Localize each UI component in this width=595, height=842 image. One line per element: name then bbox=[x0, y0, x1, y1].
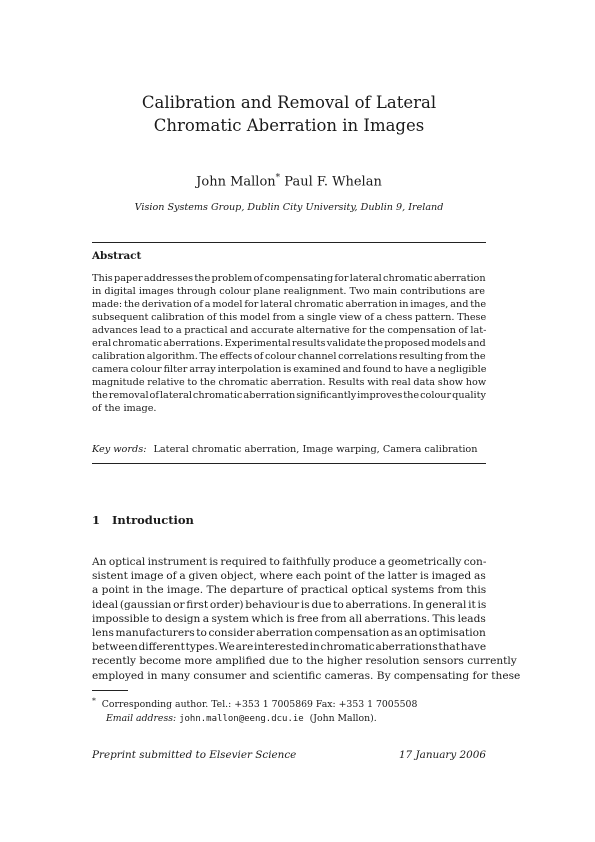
body-line: impossible to design a system which is free from all aberrations. This leads bbox=[92, 612, 486, 625]
email-link[interactable]: john.mallon@eeng.dcu.ie bbox=[179, 714, 304, 725]
abstract-heading: Abstract bbox=[92, 250, 142, 262]
body-line: sistent image of a given object, where each point of the latter is imaged as bbox=[92, 570, 486, 583]
abstract-line: advances lead to a practical and accurate alternative for the compensation of lat- bbox=[92, 324, 487, 336]
section-number: 1 bbox=[92, 513, 101, 527]
body-line: a point in the image. The departure of practical optical systems from this bbox=[92, 584, 487, 597]
affiliation: Vision Systems Group, Dublin City University, Dublin 9, Ireland bbox=[134, 202, 444, 213]
abstract-line: subsequent calibration of this model from a single view of a chess pattern. These bbox=[92, 311, 487, 323]
body-line: ideal (gaussian or first order) behaviour is due to aberrations. In general it is bbox=[92, 598, 487, 611]
author-list bbox=[92, 173, 486, 189]
title-line-1: Calibration and Removal of Lateral bbox=[141, 93, 437, 112]
paper-title bbox=[92, 91, 486, 137]
author-name: Paul F. Whelan bbox=[284, 174, 382, 190]
body-line: between different types. We are interested in chromatic aberrations that have bbox=[92, 641, 487, 654]
body-line: employed in many consumer and scientific cameras. By compensating for these bbox=[92, 669, 521, 682]
footnote-contact: Corresponding author. Tel.: +353 1 7005869 Fax: +353 1 7005508 bbox=[101, 699, 418, 711]
abstract-line: of the image. bbox=[92, 402, 157, 414]
abstract-line: calibration algorithm. The effects of colour channel correlations resulting from the bbox=[92, 350, 486, 362]
keywords-text: Lateral chromatic aberration, Image warping, Camera calibration bbox=[153, 444, 478, 455]
keywords bbox=[92, 444, 486, 455]
abstract-body bbox=[92, 273, 486, 415]
author-name: John Mallon bbox=[196, 174, 276, 190]
footer-date: 17 January 2006 bbox=[398, 749, 486, 761]
abstract-bottom-rule bbox=[92, 463, 486, 464]
section-heading bbox=[92, 513, 194, 527]
abstract-line: This paper addresses the problem of compensating for lateral chromatic aberration bbox=[92, 273, 486, 284]
abstract-line: made: the derivation of a model for lateral chromatic aberration in images, and the bbox=[92, 298, 487, 310]
abstract-line: eral chromatic aberrations. Experimental results validate the proposed models and bbox=[92, 337, 486, 349]
abstract-line: magnitude relative to the chromatic aberration. Results with real data show how bbox=[92, 376, 487, 388]
keywords-label: Key words: bbox=[92, 444, 147, 455]
footer-preprint: Preprint submitted to Elsevier Science bbox=[92, 749, 297, 761]
footnote bbox=[92, 694, 417, 726]
footnote-rule bbox=[92, 690, 128, 691]
section-title: Introduction bbox=[112, 513, 194, 527]
body-line: lens manufacturers to consider aberration compensation as an optimisation bbox=[92, 627, 486, 640]
footnote-mark: * bbox=[92, 696, 96, 705]
abstract-line: the removal of lateral chromatic aberration significantly improves the colour quality bbox=[92, 389, 486, 401]
body-line: An optical instrument is required to faithfully produce a geometrically con- bbox=[92, 556, 487, 568]
email-label: Email address: bbox=[106, 713, 177, 725]
introduction-body bbox=[92, 555, 521, 683]
email-owner: (John Mallon). bbox=[309, 713, 377, 725]
abstract-line: camera colour filter array interpolation is examined and found to have a negligible bbox=[92, 363, 487, 375]
footnote-marker[interactable]: * bbox=[275, 173, 281, 183]
body-line: recently become more amplified due to the higher resolution sensors currently bbox=[92, 655, 517, 668]
abstract-top-rule bbox=[92, 242, 486, 243]
title-line-2: Chromatic Aberration in Images bbox=[153, 116, 425, 135]
abstract-line: in digital images through colour plane realignment. Two main contributions are bbox=[92, 285, 486, 297]
